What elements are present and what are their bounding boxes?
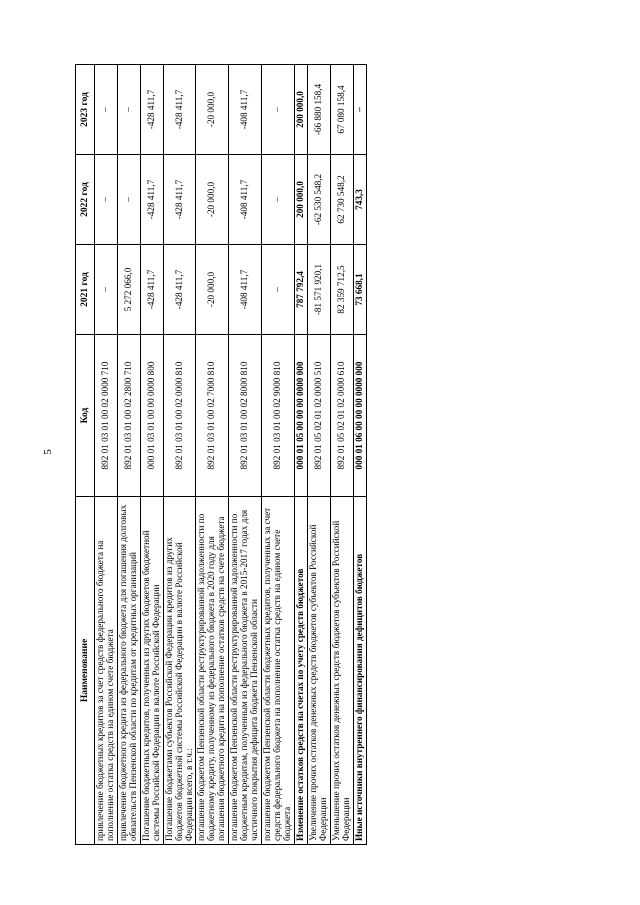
row-2021-cell: 73 668,1 — [353, 245, 366, 335]
row-2023-cell: 67 080 158,4 — [330, 65, 353, 155]
row-name-cell: привлечение бюджетного кредита из федерального бюджета для погашения долговых обязательств Пензенской области по кредитам от кредитных организаций — [117, 497, 140, 845]
row-2022-cell: -428 411,7 — [140, 155, 163, 245]
row-code-cell: 892 01 03 01 00 02 0000 810 — [163, 335, 196, 497]
row-2022-cell: – — [95, 155, 118, 245]
table-row — [307, 65, 330, 845]
row-code-cell: 892 01 03 01 00 02 0000 710 — [95, 335, 118, 497]
row-name-cell: погашение бюджетом Пензенской области реструктурированной задолженности по бюджетным кредитам, полученным из федерального бюджета в 2015-2017 годах для частичного покрытия дефицита бюджета Пензенской области — [229, 497, 262, 845]
row-2021-cell: 787 792,4 — [294, 245, 307, 335]
row-2023-cell: -66 880 158,4 — [307, 65, 330, 155]
table-row — [262, 65, 295, 845]
row-name-cell: Изменение остатков средств на счетах по учету средств бюджетов — [294, 497, 307, 845]
row-code-cell: 892 01 03 01 00 02 8000 810 — [229, 335, 262, 497]
row-2021-cell: -20 000,0 — [196, 245, 229, 335]
row-2023-cell: 200 000,0 — [294, 65, 307, 155]
table-row — [353, 65, 366, 845]
table-row — [95, 65, 118, 845]
row-code-cell: 892 01 05 02 01 02 0000 510 — [307, 335, 330, 497]
row-code-cell: 892 01 05 02 01 02 0000 610 — [330, 335, 353, 497]
row-2021-cell: -81 571 920,1 — [307, 245, 330, 335]
table-body — [95, 65, 367, 845]
table-row — [117, 65, 140, 845]
table-header-row — [76, 65, 95, 845]
table-row — [294, 65, 307, 845]
header-name: Наименование — [76, 497, 95, 845]
row-code-cell: 000 01 06 00 00 00 0000 000 — [353, 335, 366, 497]
row-name-cell: Уменьшение прочих остатков денежных средств бюджетов субъектов Российской Федерации — [330, 497, 353, 845]
row-2023-cell: – — [95, 65, 118, 155]
row-2023-cell: – — [262, 65, 295, 155]
row-2021-cell: 5 272 066,0 — [117, 245, 140, 335]
row-2022-cell: -408 411,7 — [229, 155, 262, 245]
row-2022-cell: -428 411,7 — [163, 155, 196, 245]
row-2021-cell: -408 411,7 — [229, 245, 262, 335]
row-2023-cell: – — [353, 65, 366, 155]
row-name-cell: Погашение бюджетами субъектов Российской Федерации кредитов из других бюджетов бюджетной системы Российской Федерации в валюте Российской Федерации всего, в т.ч.: — [163, 497, 196, 845]
table-row — [140, 65, 163, 845]
row-2022-cell: 200 000,0 — [294, 155, 307, 245]
row-2023-cell: -428 411,7 — [163, 65, 196, 155]
row-code-cell: 000 01 05 00 00 00 0000 000 — [294, 335, 307, 497]
page-number: 5 — [42, 449, 54, 455]
row-2022-cell: 62 730 548,2 — [330, 155, 353, 245]
row-2023-cell: -408 411,7 — [229, 65, 262, 155]
table-row — [330, 65, 353, 845]
header-2022: 2022 год — [76, 155, 95, 245]
row-2021-cell: -428 411,7 — [163, 245, 196, 335]
row-code-cell: 000 01 03 01 00 00 0000 800 — [140, 335, 163, 497]
row-name-cell: привлечение бюджетных кредитов за счет средств федерального бюджета на пополнение остатка средств на едином счете бюджета — [95, 497, 118, 845]
row-2022-cell: -62 530 548,2 — [307, 155, 330, 245]
row-2021-cell: – — [95, 245, 118, 335]
row-name-cell: погашение бюджетом Пензенской области бюджетных кредитов, полученных за счет средств федерального бюджета на пополнение остатка средств на едином счете бюджета — [262, 497, 295, 845]
sources-financing-table — [75, 64, 367, 845]
row-code-cell: 892 01 03 01 00 02 7000 810 — [196, 335, 229, 497]
table-row — [163, 65, 196, 845]
row-2023-cell: -428 411,7 — [140, 65, 163, 155]
row-2023-cell: – — [117, 65, 140, 155]
row-code-cell: 892 01 03 01 00 02 9000 810 — [262, 335, 295, 497]
row-2023-cell: -20 000,0 — [196, 65, 229, 155]
row-2022-cell: – — [262, 155, 295, 245]
row-2021-cell: 82 359 712,5 — [330, 245, 353, 335]
row-name-cell: погашение бюджетом Пензенской области реструктурированной задолженности по бюджетному кредиту, полученному из федерального бюджета в 2020 году для погашения бюджетного кредита на пополнение остатков средств на счете бюджета — [196, 497, 229, 845]
row-code-cell: 892 01 03 01 00 02 2800 710 — [117, 335, 140, 497]
header-2021: 2021 год — [76, 245, 95, 335]
rotated-table-container — [75, 65, 575, 845]
row-2022-cell: – — [117, 155, 140, 245]
row-2021-cell: – — [262, 245, 295, 335]
header-code: Код — [76, 335, 95, 497]
row-name-cell: Увеличение прочих остатков денежных средств бюджетов субъектов Российской Федерации — [307, 497, 330, 845]
row-2021-cell: -428 411,7 — [140, 245, 163, 335]
header-2023: 2023 год — [76, 65, 95, 155]
table-row — [196, 65, 229, 845]
row-name-cell: Иные источники внутреннего финансирования дефицитов бюджетов — [353, 497, 366, 845]
row-2022-cell: 743,3 — [353, 155, 366, 245]
table-row — [229, 65, 262, 845]
row-name-cell: Погашение бюджетных кредитов, полученных из других бюджетов бюджетной системы Российской Федерации в валюте Российской Федерации — [140, 497, 163, 845]
row-2022-cell: -20 000,0 — [196, 155, 229, 245]
